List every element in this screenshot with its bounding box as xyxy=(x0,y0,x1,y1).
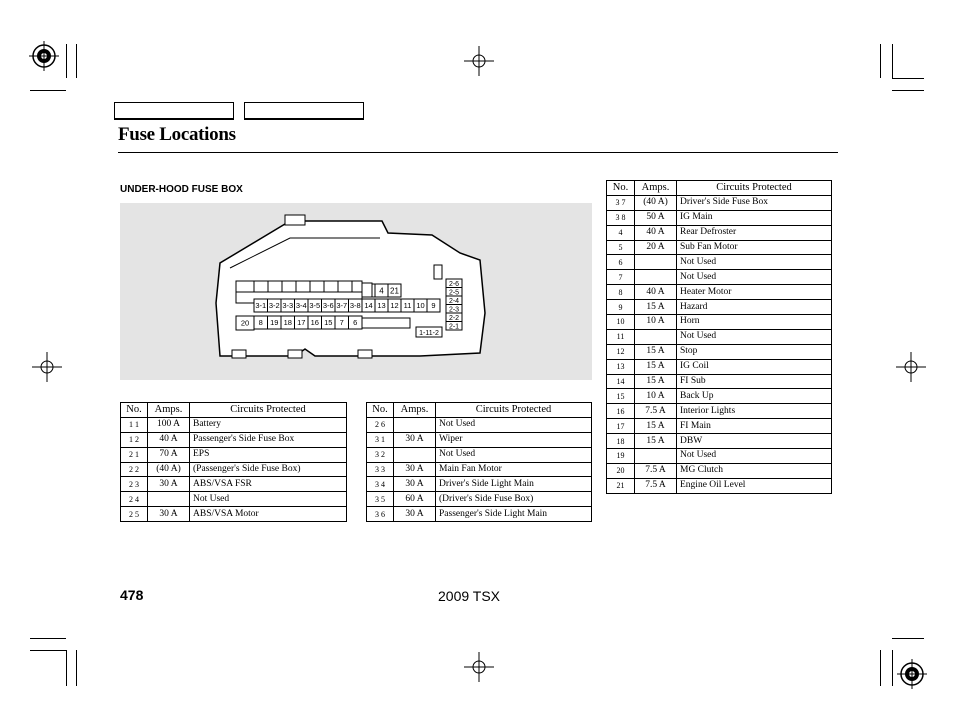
fuse-number: 2 5 xyxy=(121,507,148,522)
fuse-number: 8 xyxy=(607,285,635,300)
fuse-amps: 30 A xyxy=(148,477,190,492)
table-row xyxy=(607,240,832,255)
table-row xyxy=(367,447,592,462)
fuse-circuit: Horn xyxy=(677,315,832,330)
fuse-circuit: (Passenger's Side Fuse Box) xyxy=(190,462,347,477)
fuse-label: 2-1 xyxy=(448,323,460,331)
fuse-amps: 40 A xyxy=(635,225,677,240)
fuse-label: 16 xyxy=(310,318,319,328)
fuse-amps: 30 A xyxy=(394,432,436,447)
fuse-circuit: EPS xyxy=(190,447,347,462)
fuse-table-1 xyxy=(120,402,347,522)
fuse-circuit: Not Used xyxy=(677,329,832,344)
fuse-circuit: Passenger's Side Light Main xyxy=(436,507,592,522)
fuse-amps: 15 A xyxy=(635,300,677,315)
table-row xyxy=(367,432,592,447)
header-tab-1 xyxy=(114,102,234,120)
table-row xyxy=(367,417,592,432)
table-row xyxy=(607,285,832,300)
fuse-number: 13 xyxy=(607,359,635,374)
fuse-circuit: Back Up xyxy=(677,389,832,404)
fuse-number: 2 2 xyxy=(121,462,148,477)
fuse-circuit: Driver's Side Fuse Box xyxy=(677,195,832,210)
fuse-label: 17 xyxy=(297,318,306,328)
fuse-circuit: Not Used xyxy=(190,492,347,507)
fuse-amps: 20 A xyxy=(635,240,677,255)
fuse-circuit: Main Fan Motor xyxy=(436,462,592,477)
fuse-number: 3 6 xyxy=(367,507,394,522)
fuse-amps: 10 A xyxy=(635,315,677,330)
fuse-amps xyxy=(635,329,677,344)
fuse-number: 15 xyxy=(607,389,635,404)
column-header-no: No. xyxy=(121,403,148,418)
table-row xyxy=(607,434,832,449)
table-row xyxy=(367,507,592,522)
fuse-circuit: ABS/VSA Motor xyxy=(190,507,347,522)
fuse-number: 2 6 xyxy=(367,417,394,432)
table-row xyxy=(607,300,832,315)
fuse-circuit: Driver's Side Light Main xyxy=(436,477,592,492)
fuse-circuit: Engine Oil Level xyxy=(677,478,832,493)
fuse-amps: 50 A xyxy=(635,210,677,225)
fuse-number: 1 2 xyxy=(121,432,148,447)
column-header-amps: Amps. xyxy=(635,181,677,196)
fuse-label: 3-3 xyxy=(282,301,294,311)
fuse-label: 2-4 xyxy=(448,297,460,305)
table-row xyxy=(367,477,592,492)
fuse-number: 9 xyxy=(607,300,635,315)
fuse-circuit: (Driver's Side Fuse Box) xyxy=(436,492,592,507)
fuse-number: 18 xyxy=(607,434,635,449)
fuse-label: 18 xyxy=(283,318,292,328)
fuse-label-1-1-1-2: 1-11-2 xyxy=(419,330,439,337)
column-header-no: No. xyxy=(367,403,394,418)
fuse-circuit: Not Used xyxy=(436,417,592,432)
fuse-label: 3-7 xyxy=(336,301,348,311)
fuse-amps: 15 A xyxy=(635,359,677,374)
fuse-table-3 xyxy=(606,180,832,494)
table-row xyxy=(607,404,832,419)
fuse-circuit: Not Used xyxy=(677,270,832,285)
fuse-label: 3-2 xyxy=(268,301,280,311)
fuse-label: 3-1 xyxy=(255,301,267,311)
fuse-circuit: Not Used xyxy=(677,449,832,464)
fuse-amps: 30 A xyxy=(394,507,436,522)
column-header-amps: Amps. xyxy=(148,403,190,418)
fuse-label: 2-5 xyxy=(448,289,460,297)
table-row xyxy=(607,359,832,374)
fuse-label: 13 xyxy=(377,301,386,311)
column-header-circuits: Circuits Protected xyxy=(190,403,347,418)
fuse-number: 3 3 xyxy=(367,462,394,477)
model-label: 2009 TSX xyxy=(438,588,501,604)
column-header-circuits: Circuits Protected xyxy=(677,181,832,196)
fuse-circuit: Interior Lights xyxy=(677,404,832,419)
fuse-amps: 15 A xyxy=(635,344,677,359)
fuse-amps: 30 A xyxy=(148,507,190,522)
fuse-label: 3-6 xyxy=(322,301,334,311)
fuse-circuit: IG Coil xyxy=(677,359,832,374)
fuse-number: 3 2 xyxy=(367,447,394,462)
fuse-label: 9 xyxy=(431,301,436,311)
fuse-label: 8 xyxy=(258,318,263,328)
table-row xyxy=(607,374,832,389)
fuse-circuit: MG Clutch xyxy=(677,463,832,478)
title-rule xyxy=(118,152,838,153)
fuse-amps: (40 A) xyxy=(635,195,677,210)
fuse-number: 19 xyxy=(607,449,635,464)
fuse-amps: 7.5 A xyxy=(635,463,677,478)
registration-mark-top-left-icon xyxy=(28,40,60,72)
fuse-number: 14 xyxy=(607,374,635,389)
table-row xyxy=(121,432,347,447)
fuse-amps xyxy=(148,492,190,507)
fuse-amps xyxy=(635,449,677,464)
column-header-circuits: Circuits Protected xyxy=(436,403,592,418)
table-row xyxy=(607,344,832,359)
fuse-label: 3-5 xyxy=(309,301,321,311)
fuse-amps: 10 A xyxy=(635,389,677,404)
table-row xyxy=(607,225,832,240)
table-row xyxy=(607,478,832,493)
fuse-amps: 15 A xyxy=(635,374,677,389)
fuse-amps: 7.5 A xyxy=(635,404,677,419)
fuse-number: 2 4 xyxy=(121,492,148,507)
fuse-number: 12 xyxy=(607,344,635,359)
crosshair-top-icon xyxy=(464,46,494,76)
fuse-number: 10 xyxy=(607,315,635,330)
fuse-amps: 7.5 A xyxy=(635,478,677,493)
fuse-table-2 xyxy=(366,402,592,522)
table-row xyxy=(607,270,832,285)
fuse-circuit: Heater Motor xyxy=(677,285,832,300)
fuse-number: 3 5 xyxy=(367,492,394,507)
fuse-amps: 60 A xyxy=(394,492,436,507)
fuse-circuit: Wiper xyxy=(436,432,592,447)
table-row xyxy=(121,462,347,477)
fuse-circuit: DBW xyxy=(677,434,832,449)
fuse-circuit: Not Used xyxy=(436,447,592,462)
fuse-number: 2 1 xyxy=(121,447,148,462)
fuse-amps xyxy=(394,447,436,462)
table-row xyxy=(121,492,347,507)
fuse-circuit: Stop xyxy=(677,344,832,359)
table-row xyxy=(607,463,832,478)
fuse-circuit: FI Main xyxy=(677,419,832,434)
fuse-label: 2-6 xyxy=(448,280,460,288)
fuse-number: 7 xyxy=(607,270,635,285)
table-row xyxy=(121,477,347,492)
fuse-number: 2 3 xyxy=(121,477,148,492)
page-title: Fuse Locations xyxy=(118,124,236,145)
fuse-circuit: Hazard xyxy=(677,300,832,315)
fuse-number: 4 xyxy=(607,225,635,240)
fuse-number: 3 8 xyxy=(607,210,635,225)
fuse-label: 7 xyxy=(339,318,344,328)
fuse-circuit: Rear Defroster xyxy=(677,225,832,240)
crosshair-right-icon xyxy=(896,352,926,382)
fuse-label: 3-8 xyxy=(349,301,361,311)
table-row xyxy=(121,447,347,462)
fuse-label: 2-3 xyxy=(448,306,460,314)
fuse-amps xyxy=(635,255,677,270)
column-header-no: No. xyxy=(607,181,635,196)
column-header-amps: Amps. xyxy=(394,403,436,418)
fuse-amps: 40 A xyxy=(148,432,190,447)
fuse-label: 3-4 xyxy=(295,301,307,311)
fuse-number: 3 4 xyxy=(367,477,394,492)
table-row xyxy=(607,419,832,434)
table-row xyxy=(607,329,832,344)
fuse-circuit: FI Sub xyxy=(677,374,832,389)
fuse-label: 20 xyxy=(240,318,250,328)
fuse-circuit: Sub Fan Motor xyxy=(677,240,832,255)
fuse-amps: 100 A xyxy=(148,417,190,432)
fuse-number: 11 xyxy=(607,329,635,344)
table-row xyxy=(121,417,347,432)
fuse-circuit: ABS/VSA FSR xyxy=(190,477,347,492)
fuse-number: 3 1 xyxy=(367,432,394,447)
fuse-box-drawing xyxy=(120,203,592,380)
page-number: 478 xyxy=(120,587,144,603)
table-row xyxy=(607,255,832,270)
fuse-label: 2-2 xyxy=(448,314,460,322)
fuse-label: 10 xyxy=(416,301,425,311)
fuse-label: 12 xyxy=(390,301,399,311)
fuse-amps: 40 A xyxy=(635,285,677,300)
table-row xyxy=(607,449,832,464)
fuse-label: 19 xyxy=(270,318,279,328)
table-row xyxy=(607,210,832,225)
fuse-amps: (40 A) xyxy=(148,462,190,477)
fuse-number: 16 xyxy=(607,404,635,419)
fuse-number: 3 7 xyxy=(607,195,635,210)
crosshair-left-icon xyxy=(32,352,62,382)
fuse-number: 21 xyxy=(607,478,635,493)
fuse-amps xyxy=(635,270,677,285)
registration-mark-bottom-right-icon xyxy=(896,658,928,690)
fuse-amps: 15 A xyxy=(635,419,677,434)
fuse-label: 6 xyxy=(353,318,358,328)
fuse-circuit: Passenger's Side Fuse Box xyxy=(190,432,347,447)
table-row xyxy=(121,507,347,522)
table-row xyxy=(607,315,832,330)
fuse-label: 15 xyxy=(324,318,333,328)
fuse-circuit: IG Main xyxy=(677,210,832,225)
fuse-number: 6 xyxy=(607,255,635,270)
header-tab-2 xyxy=(244,102,364,120)
fuse-amps: 30 A xyxy=(394,462,436,477)
fuse-number: 1 1 xyxy=(121,417,148,432)
section-label: UNDER-HOOD FUSE BOX xyxy=(120,184,243,195)
fuse-number: 20 xyxy=(607,463,635,478)
fuse-label: 4 xyxy=(379,286,384,296)
fuse-circuit: Battery xyxy=(190,417,347,432)
crosshair-bottom-icon xyxy=(464,652,494,682)
fuse-amps: 15 A xyxy=(635,434,677,449)
fuse-amps xyxy=(394,417,436,432)
table-row xyxy=(367,492,592,507)
fuse-circuit: Not Used xyxy=(677,255,832,270)
fuse-amps: 70 A xyxy=(148,447,190,462)
fuse-label: 11 xyxy=(403,301,412,311)
fuse-number: 17 xyxy=(607,419,635,434)
table-row xyxy=(367,462,592,477)
fuse-number: 5 xyxy=(607,240,635,255)
fuse-label: 14 xyxy=(364,301,373,311)
table-row xyxy=(607,389,832,404)
table-row xyxy=(607,195,832,210)
fuse-amps: 30 A xyxy=(394,477,436,492)
fuse-label: 21 xyxy=(390,286,399,296)
